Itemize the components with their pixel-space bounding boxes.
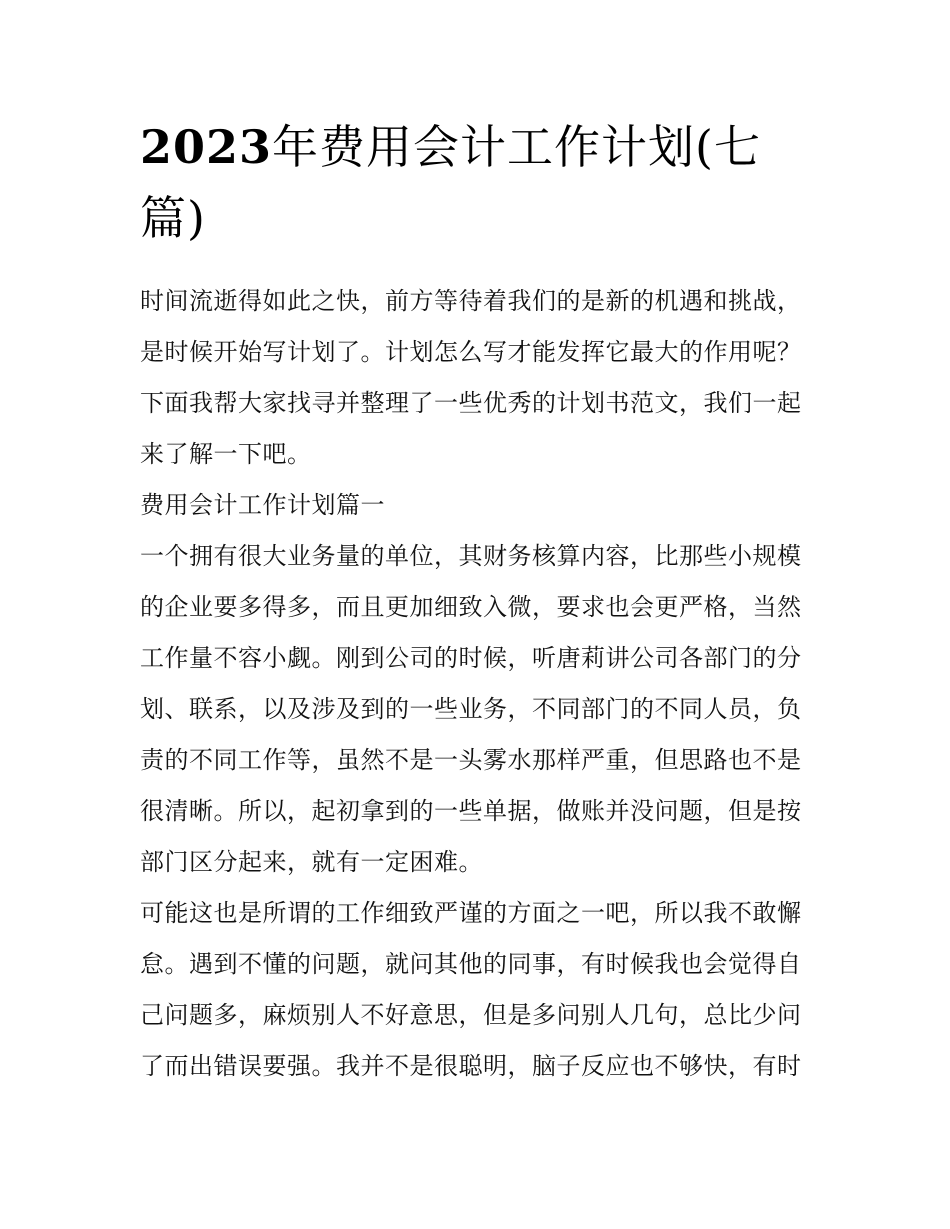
section-heading: 费用会计工作计划篇一 [140, 491, 385, 519]
title-text: 年费用会计工作计划(七篇) [140, 120, 761, 245]
title-year: 2023 [140, 120, 273, 174]
intro-paragraph: 时间流逝得如此之快，前方等待着我们的是新的机遇和挑战，是时候开始写计划了。计划怎么写才能发挥它最大的作用呢？下面我帮大家找寻并整理了一些优秀的计划书范文，我们一起来了解一下吧。 [140, 287, 802, 468]
document-body [140, 112, 812, 1092]
body-paragraph: 一个拥有很大业务量的单位，其财务核算内容，比那些小规模的企业要多得多，而且更加细致入微，要求也会更严格，当然工作量不容小觑。刚到公司的时候，听唐莉讲公司各部门的分划、联系，以及涉及到的一些业务，不同部门的不同人员，负责的不同工作等，虽然不是一头雾水那样严重，但思路也不是很清晰。所以，起初拿到的一些单据，做账并没问题，但是按部门区分起来，就有一定困难。 [140, 542, 802, 876]
document-title [140, 112, 812, 254]
body-paragraph: 可能这也是所谓的工作细致严谨的方面之一吧，所以我不敢懈怠。遇到不懂的问题，就问其他的同事，有时候我也会觉得自己问题多，麻烦别人不好意思，但是多问别人几句，总比少问了而出错误要强。我并不是很聪明，脑子反应也不够快，有时 [140, 899, 802, 1080]
